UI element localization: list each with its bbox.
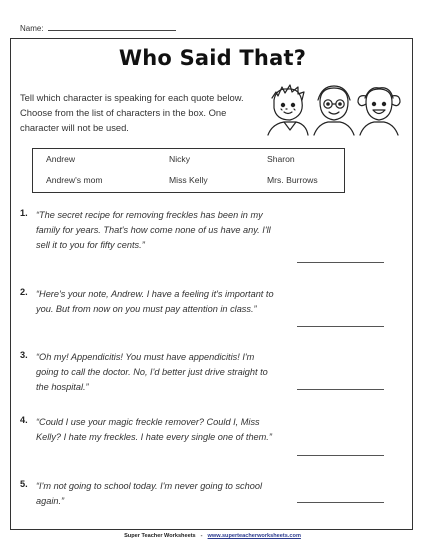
character-name: Sharon [267,154,295,164]
question-text: “Could I use your magic freckle remover? Could I, Miss Kelly? I hate my freckles. I hate every single one of them.” [36,417,272,442]
answer-line[interactable] [297,502,384,503]
character-name: Andrew's mom [46,175,103,185]
name-label: Name: [20,24,44,33]
question-number: 4. [20,415,28,425]
footer-url-link[interactable]: www.superteacherworksheets.com [207,533,301,539]
question-text: “I'm not going to school today. I'm never going to school again.” [36,481,263,506]
character-name: Nicky [169,154,191,164]
name-blank[interactable] [48,22,176,31]
question-number: 2. [20,287,28,297]
page-title: Who Said That? [118,46,307,70]
question-text: “The secret recipe for removing freckles has been in my family for years. That's how come none of us have any. I'll sell it to you for fifty cents.” [36,210,271,250]
answer-line[interactable] [297,389,384,390]
kids-illustration-icon [262,80,402,136]
question-number: 5. [20,479,28,489]
question-number: 1. [20,208,28,218]
footer-brand: Super Teacher Worksheets [124,533,196,539]
character-box [32,148,345,193]
character-name: Miss Kelly [169,175,208,185]
instructions: Tell which character is speaking for each quote below. Choose from the list of characters in the box. One character will not be used. [20,92,244,133]
question-text: “Oh my! Appendicitis! You must have appendicitis! I'm going to call the doctor. No, I'd better just drive straight to the hospital.” [36,352,268,392]
answer-line[interactable] [297,455,384,456]
question-number: 3. [20,350,28,360]
footer [0,533,425,539]
character-name: Andrew [46,154,76,164]
footer-separator: - [200,533,203,539]
answer-line[interactable] [297,326,384,327]
question-text: “Here's your note, Andrew. I have a feeling it's important to you. But from now on you must pay attention in class.” [36,289,274,314]
character-name: Mrs. Burrows [267,175,318,185]
name-line [20,22,176,33]
answer-line[interactable] [297,262,384,263]
